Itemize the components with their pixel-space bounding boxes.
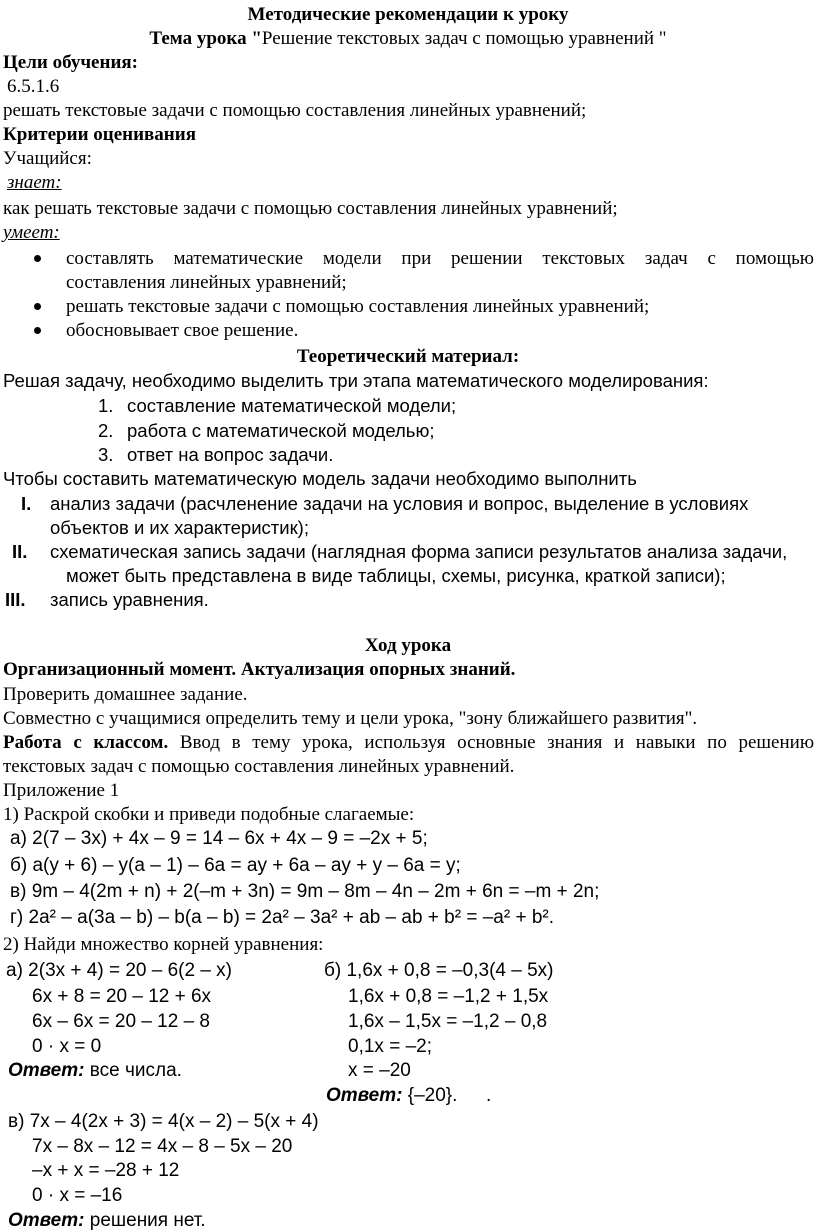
can-bullet-1-line1: составлять математические модели при решении текстовых задач с помощью bbox=[66, 248, 814, 269]
can-label: умеет: bbox=[3, 222, 60, 243]
eq-v-answer bbox=[8, 1211, 206, 1230]
step-text: составление математической модели; bbox=[127, 395, 457, 416]
knows-text: как решать текстовые задачи с помощью составления линейных уравнений; bbox=[3, 198, 618, 219]
class-work-text: Ввод в тему урока, используя основные знания и навыки по решению bbox=[179, 732, 815, 753]
class-work-label: Работа с классом. bbox=[3, 732, 169, 753]
task1-item: в) 9m – 4(2m + n) + 2(–m + 3n) = 9m – 8m – 4n – 2m + 6n = –m + 2n; bbox=[10, 881, 600, 902]
bullet-icon bbox=[34, 327, 41, 334]
criteria-heading: Критерии оценивания bbox=[3, 124, 196, 145]
answer-value: все числа. bbox=[89, 1060, 182, 1081]
can-bullet-3: обосновывает свое решение. bbox=[66, 320, 299, 341]
eq-v-line: в) 7x – 4(2x + 3) = 4(x – 2) – 5(x + 4) bbox=[8, 1111, 319, 1132]
define-topic: Совместно с учащимися определить тему и цели урока, "зону ближайшего развития". bbox=[3, 708, 698, 729]
knows-label: знает: bbox=[7, 172, 62, 193]
goals-text: решать текстовые задачи с помощью составления линейных уравнений; bbox=[3, 100, 587, 121]
step-text: ответ на вопрос задачи. bbox=[127, 444, 334, 465]
eq-b-line: 1,6x + 0,8 = –1,2 + 1,5x bbox=[348, 986, 549, 1007]
roman-number: III. bbox=[5, 589, 26, 610]
class-work bbox=[3, 733, 814, 752]
appendix-label: Приложение 1 bbox=[3, 780, 120, 801]
answer-value: решения нет. bbox=[89, 1210, 206, 1231]
eq-b-line: 0,1x = –2; bbox=[348, 1036, 432, 1057]
lesson-topic bbox=[0, 29, 816, 48]
bullet-icon bbox=[34, 255, 41, 262]
roman-item-3: запись уравнения. bbox=[50, 589, 209, 610]
eq-a-line: 0 · x = 0 bbox=[32, 1036, 102, 1057]
eq-b-line: x = –20 bbox=[348, 1060, 411, 1081]
answer-value: {–20}. bbox=[407, 1085, 458, 1106]
check-homework: Проверить домашнее задание. bbox=[3, 684, 248, 705]
can-bullet-2: решать текстовые задачи с помощью составления линейных уравнений; bbox=[66, 296, 650, 317]
eq-v-line: 0 · x = –16 bbox=[32, 1185, 123, 1206]
task1-item: г) 2a² – a(3a – b) – b(a – b) = 2a² – 3a² + ab – ab + b² = –a² + b². bbox=[10, 907, 555, 928]
topic-label: Тема урока " bbox=[149, 28, 262, 49]
roman-number: II. bbox=[12, 541, 28, 562]
task1-item: а) 2(7 – 3x) + 4x – 9 = 14 – 6x + 4x – 9 = –2x + 5; bbox=[10, 828, 428, 849]
theory-intro: Решая задачу, необходимо выделить три этапа математического моделирования: bbox=[3, 370, 709, 391]
eq-a-line: 6x – 6x = 20 – 12 – 8 bbox=[32, 1011, 210, 1032]
roman-number: I. bbox=[21, 493, 32, 514]
step-text: работа с математической моделью; bbox=[127, 420, 435, 441]
eq-a-line: 6x + 8 = 20 – 12 + 6x bbox=[32, 986, 212, 1007]
eq-b-answer bbox=[326, 1086, 457, 1105]
lesson-heading: Ход урока bbox=[364, 635, 452, 656]
eq-b-line: б) 1,6x + 0,8 = –0,3(4 – 5x) bbox=[324, 960, 554, 981]
class-work-text2: текстовых задач с помощью составления линейных уравнений. bbox=[3, 756, 515, 777]
roman-item-1-line2: объектов и их характеристик); bbox=[50, 517, 309, 538]
goals-code: 6.5.1.6 bbox=[7, 76, 60, 97]
roman-item-2-line2: может быть представлена в виде таблицы, схемы, рисунка, краткой записи); bbox=[66, 565, 726, 586]
answer-label: Ответ: bbox=[8, 1060, 85, 1081]
can-bullet-1-line2: составления линейных уравнений; bbox=[66, 272, 347, 293]
answer-label: Ответ: bbox=[8, 1210, 85, 1231]
bullet-icon bbox=[34, 303, 41, 310]
step-number: 2. bbox=[98, 420, 114, 441]
criteria-student: Учащийся: bbox=[3, 148, 92, 169]
task1-item: б) a(y + 6) – y(a – 1) – 6a = ay + 6a – ay + y – 6a = y; bbox=[10, 855, 461, 876]
model-intro: Чтобы составить математическую модель задачи необходимо выполнить bbox=[3, 468, 637, 489]
topic-value: Решение текстовых задач с помощью уравнений " bbox=[261, 28, 667, 49]
task1-title: 1) Раскрой скобки и приведи подобные слагаемые: bbox=[3, 804, 415, 825]
answer-label: Ответ: bbox=[326, 1085, 403, 1106]
task2-title: 2) Найди множество корней уравнения: bbox=[3, 934, 324, 955]
roman-item-1-line1: анализ задачи (расчленение задачи на условия и вопрос, выделение в условиях bbox=[50, 493, 749, 514]
step-number: 1. bbox=[98, 395, 114, 416]
eq-v-line: –x + x = –28 + 12 bbox=[32, 1160, 180, 1181]
org-heading: Организационный момент. Актуализация опорных знаний. bbox=[3, 659, 516, 680]
roman-item-2-line1: схематическая запись задачи (наглядная форма записи результатов анализа задачи, bbox=[50, 541, 788, 562]
document-title: Методические рекомендации к уроку bbox=[247, 4, 569, 25]
theory-heading: Теоретический материал: bbox=[296, 346, 520, 367]
eq-v-line: 7x – 8x – 12 = 4x – 8 – 5x – 20 bbox=[32, 1136, 293, 1157]
step-number: 3. bbox=[98, 444, 114, 465]
eq-a-answer bbox=[8, 1061, 182, 1080]
eq-a-line: а) 2(3x + 4) = 20 – 6(2 – x) bbox=[6, 960, 233, 981]
stray-dot: . bbox=[486, 1085, 492, 1106]
eq-b-line: 1,6x – 1,5x = –1,2 – 0,8 bbox=[348, 1011, 548, 1032]
goals-heading: Цели обучения: bbox=[3, 52, 138, 73]
